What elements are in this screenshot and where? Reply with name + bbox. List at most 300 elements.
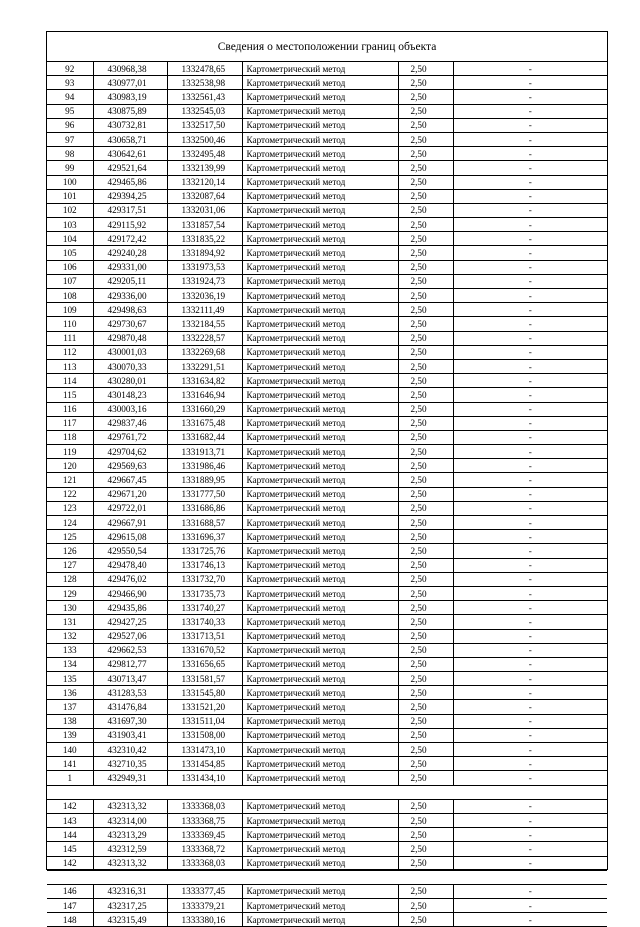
method-cell: Картометрический метод (242, 289, 398, 303)
x-coordinate-cell: 431697,30 (93, 714, 167, 728)
table-row (47, 572, 607, 586)
accuracy-cell: 2,50 (398, 686, 453, 700)
y-coordinate-cell: 1331454,85 (167, 757, 242, 771)
accuracy-cell: 2,50 (398, 303, 453, 317)
y-coordinate-cell: 1332111,49 (167, 303, 242, 317)
note-cell: - (453, 132, 607, 146)
x-coordinate-cell: 432314,00 (93, 813, 167, 827)
table-row (47, 331, 607, 345)
method-cell: Картометрический метод (242, 90, 398, 104)
accuracy-cell: 2,50 (398, 175, 453, 189)
y-coordinate-cell: 1331434,10 (167, 771, 242, 785)
table-row (47, 728, 607, 742)
accuracy-cell: 2,50 (398, 203, 453, 217)
note-cell: - (453, 686, 607, 700)
table-row (47, 530, 607, 544)
accuracy-cell: 2,50 (398, 445, 453, 459)
note-cell: - (453, 771, 607, 785)
y-coordinate-cell: 1331686,86 (167, 501, 242, 515)
x-coordinate-cell: 430280,01 (93, 374, 167, 388)
method-cell: Картометрический метод (242, 601, 398, 615)
y-coordinate-cell: 1331740,27 (167, 601, 242, 615)
accuracy-cell: 2,50 (398, 416, 453, 430)
note-cell: - (453, 445, 607, 459)
accuracy-cell: 2,50 (398, 317, 453, 331)
accuracy-cell: 2,50 (398, 147, 453, 161)
x-coordinate-cell: 432312,59 (93, 842, 167, 856)
method-cell: Картометрический метод (242, 345, 398, 359)
x-coordinate-cell: 429662,53 (93, 643, 167, 657)
point-number-cell: 110 (47, 317, 93, 331)
x-coordinate-cell: 430875,89 (93, 104, 167, 118)
point-number-cell: 124 (47, 516, 93, 530)
y-coordinate-cell: 1332139,99 (167, 161, 242, 175)
accuracy-cell: 2,50 (398, 487, 453, 501)
point-number-cell: 144 (47, 828, 93, 842)
point-number-cell: 121 (47, 473, 93, 487)
method-cell: Картометрический метод (242, 714, 398, 728)
table-row (47, 473, 607, 487)
y-coordinate-cell: 1333368,03 (167, 799, 242, 813)
note-cell: - (453, 274, 607, 288)
method-cell: Картометрический метод (242, 473, 398, 487)
note-cell: - (453, 643, 607, 657)
note-cell: - (453, 104, 607, 118)
y-coordinate-cell: 1333377,45 (167, 884, 242, 898)
x-coordinate-cell: 429812,77 (93, 657, 167, 671)
note-cell: - (453, 317, 607, 331)
table-row (47, 104, 607, 118)
method-cell: Картометрический метод (242, 700, 398, 714)
y-coordinate-cell: 1332500,46 (167, 132, 242, 146)
accuracy-cell: 2,50 (398, 913, 453, 927)
x-coordinate-cell: 430001,03 (93, 345, 167, 359)
method-cell: Картометрический метод (242, 402, 398, 416)
y-coordinate-cell: 1333368,75 (167, 813, 242, 827)
y-coordinate-cell: 1332087,64 (167, 189, 242, 203)
note-cell: - (453, 530, 607, 544)
x-coordinate-cell: 429115,92 (93, 218, 167, 232)
accuracy-cell: 2,50 (398, 459, 453, 473)
method-cell: Картометрический метод (242, 686, 398, 700)
note-cell: - (453, 501, 607, 515)
table-row (47, 771, 607, 785)
note-cell: - (453, 189, 607, 203)
note-cell: - (453, 672, 607, 686)
x-coordinate-cell: 429837,46 (93, 416, 167, 430)
x-coordinate-cell: 429240,28 (93, 246, 167, 260)
point-number-cell: 98 (47, 147, 93, 161)
table-title: Сведения о местоположении границ объекта (47, 32, 607, 62)
table-row (47, 317, 607, 331)
table-row (47, 118, 607, 132)
note-cell: - (453, 743, 607, 757)
point-number-cell: 102 (47, 203, 93, 217)
table-row (47, 289, 607, 303)
point-number-cell: 140 (47, 743, 93, 757)
table-row (47, 629, 607, 643)
table-row (47, 203, 607, 217)
y-coordinate-cell: 1331746,13 (167, 558, 242, 572)
point-number-cell: 105 (47, 246, 93, 260)
accuracy-cell: 2,50 (398, 189, 453, 203)
table-row (47, 445, 607, 459)
point-number-cell: 138 (47, 714, 93, 728)
x-coordinate-cell: 429205,11 (93, 274, 167, 288)
accuracy-cell: 2,50 (398, 700, 453, 714)
method-cell: Картометрический метод (242, 260, 398, 274)
y-coordinate-cell: 1331646,94 (167, 388, 242, 402)
point-number-cell: 130 (47, 601, 93, 615)
note-cell: - (453, 416, 607, 430)
accuracy-cell: 2,50 (398, 657, 453, 671)
point-number-cell: 114 (47, 374, 93, 388)
note-cell: - (453, 203, 607, 217)
note-cell: - (453, 331, 607, 345)
note-cell: - (453, 388, 607, 402)
method-cell: Картометрический метод (242, 246, 398, 260)
note-cell: - (453, 289, 607, 303)
table-row (47, 402, 607, 416)
point-number-cell: 106 (47, 260, 93, 274)
method-cell: Картометрический метод (242, 175, 398, 189)
accuracy-cell: 2,50 (398, 402, 453, 416)
y-coordinate-cell: 1331696,37 (167, 530, 242, 544)
accuracy-cell: 2,50 (398, 643, 453, 657)
x-coordinate-cell: 429704,62 (93, 445, 167, 459)
accuracy-cell: 2,50 (398, 516, 453, 530)
note-cell: - (453, 473, 607, 487)
note-cell: - (453, 303, 607, 317)
y-coordinate-cell: 1331973,53 (167, 260, 242, 274)
table-row (47, 132, 607, 146)
point-number-cell: 125 (47, 530, 93, 544)
method-cell: Картометрический метод (242, 331, 398, 345)
table-row (47, 586, 607, 600)
x-coordinate-cell: 429761,72 (93, 430, 167, 444)
table-row (47, 274, 607, 288)
point-number-cell: 126 (47, 544, 93, 558)
point-number-cell: 148 (47, 913, 93, 927)
x-coordinate-cell: 429317,51 (93, 203, 167, 217)
y-coordinate-cell: 1333379,21 (167, 899, 242, 913)
y-coordinate-cell: 1331682,44 (167, 430, 242, 444)
point-number-cell: 94 (47, 90, 93, 104)
y-coordinate-cell: 1331740,33 (167, 615, 242, 629)
note-cell: - (453, 799, 607, 813)
table-row (47, 501, 607, 515)
note-cell: - (453, 813, 607, 827)
method-cell: Картометрический метод (242, 813, 398, 827)
table-row (47, 601, 607, 615)
accuracy-cell: 2,50 (398, 161, 453, 175)
note-cell: - (453, 657, 607, 671)
table-row (47, 615, 607, 629)
x-coordinate-cell: 429476,02 (93, 572, 167, 586)
method-cell: Картометрический метод (242, 430, 398, 444)
y-coordinate-cell: 1331894,92 (167, 246, 242, 260)
accuracy-cell: 2,50 (398, 104, 453, 118)
table-row (47, 899, 607, 913)
point-number-cell: 118 (47, 430, 93, 444)
x-coordinate-cell: 432710,35 (93, 757, 167, 771)
x-coordinate-cell: 432313,29 (93, 828, 167, 842)
table-row (47, 388, 607, 402)
point-number-cell: 129 (47, 586, 93, 600)
y-coordinate-cell: 1331634,82 (167, 374, 242, 388)
method-cell: Картометрический метод (242, 657, 398, 671)
accuracy-cell: 2,50 (398, 572, 453, 586)
accuracy-cell: 2,50 (398, 331, 453, 345)
table-row (47, 813, 607, 827)
boundary-table (47, 62, 607, 927)
method-cell: Картометрический метод (242, 317, 398, 331)
accuracy-cell: 2,50 (398, 743, 453, 757)
method-cell: Картометрический метод (242, 672, 398, 686)
note-cell: - (453, 402, 607, 416)
method-cell: Картометрический метод (242, 530, 398, 544)
note-cell: - (453, 601, 607, 615)
x-coordinate-cell: 429465,86 (93, 175, 167, 189)
table-row (47, 757, 607, 771)
table-row (47, 842, 607, 856)
y-coordinate-cell: 1331675,48 (167, 416, 242, 430)
accuracy-cell: 2,50 (398, 359, 453, 373)
y-coordinate-cell: 1331581,57 (167, 672, 242, 686)
note-cell: - (453, 218, 607, 232)
point-number-cell: 133 (47, 643, 93, 657)
accuracy-cell: 2,50 (398, 530, 453, 544)
accuracy-cell: 2,50 (398, 118, 453, 132)
method-cell: Картометрический метод (242, 771, 398, 785)
method-cell: Картометрический метод (242, 828, 398, 842)
method-cell: Картометрический метод (242, 913, 398, 927)
x-coordinate-cell: 431476,84 (93, 700, 167, 714)
x-coordinate-cell: 431283,53 (93, 686, 167, 700)
y-coordinate-cell: 1331508,00 (167, 728, 242, 742)
method-cell: Картометрический метод (242, 757, 398, 771)
method-cell: Картометрический метод (242, 487, 398, 501)
y-coordinate-cell: 1331924,73 (167, 274, 242, 288)
point-number-cell: 143 (47, 813, 93, 827)
method-cell: Картометрический метод (242, 459, 398, 473)
note-cell: - (453, 175, 607, 189)
accuracy-cell: 2,50 (398, 90, 453, 104)
x-coordinate-cell: 430968,38 (93, 62, 167, 76)
y-coordinate-cell: 1331986,46 (167, 459, 242, 473)
table-row (47, 828, 607, 842)
note-cell: - (453, 842, 607, 856)
y-coordinate-cell: 1332517,50 (167, 118, 242, 132)
accuracy-cell: 2,50 (398, 629, 453, 643)
table-row (47, 856, 607, 870)
x-coordinate-cell: 432315,49 (93, 913, 167, 927)
accuracy-cell: 2,50 (398, 232, 453, 246)
x-coordinate-cell: 429722,01 (93, 501, 167, 515)
y-coordinate-cell: 1331656,65 (167, 657, 242, 671)
note-cell: - (453, 757, 607, 771)
point-number-cell: 147 (47, 899, 93, 913)
point-number-cell: 128 (47, 572, 93, 586)
table-row (47, 459, 607, 473)
method-cell: Картометрический метод (242, 544, 398, 558)
y-coordinate-cell: 1333368,03 (167, 856, 242, 870)
x-coordinate-cell: 429478,40 (93, 558, 167, 572)
note-cell: - (453, 90, 607, 104)
accuracy-cell: 2,50 (398, 388, 453, 402)
x-coordinate-cell: 432313,32 (93, 856, 167, 870)
method-cell: Картометрический метод (242, 218, 398, 232)
y-coordinate-cell: 1331725,76 (167, 544, 242, 558)
x-coordinate-cell: 429435,86 (93, 601, 167, 615)
y-coordinate-cell: 1332561,43 (167, 90, 242, 104)
table-row (47, 189, 607, 203)
table-row (47, 672, 607, 686)
point-number-cell: 113 (47, 359, 93, 373)
method-cell: Картометрический метод (242, 274, 398, 288)
group-separator-row (47, 785, 607, 799)
y-coordinate-cell: 1331835,22 (167, 232, 242, 246)
method-cell: Картометрический метод (242, 303, 398, 317)
y-coordinate-cell: 1332269,68 (167, 345, 242, 359)
accuracy-cell: 2,50 (398, 218, 453, 232)
table-row (47, 714, 607, 728)
x-coordinate-cell: 429336,00 (93, 289, 167, 303)
note-cell: - (453, 913, 607, 927)
note-cell: - (453, 147, 607, 161)
table-row (47, 416, 607, 430)
table-row (47, 303, 607, 317)
method-cell: Картометрический метод (242, 132, 398, 146)
method-cell: Картометрический метод (242, 899, 398, 913)
x-coordinate-cell: 429615,08 (93, 530, 167, 544)
accuracy-cell: 2,50 (398, 771, 453, 785)
accuracy-cell: 2,50 (398, 728, 453, 742)
note-cell: - (453, 76, 607, 90)
y-coordinate-cell: 1331670,52 (167, 643, 242, 657)
method-cell: Картометрический метод (242, 118, 398, 132)
x-coordinate-cell: 429427,25 (93, 615, 167, 629)
x-coordinate-cell: 430003,16 (93, 402, 167, 416)
accuracy-cell: 2,50 (398, 345, 453, 359)
accuracy-cell: 2,50 (398, 828, 453, 842)
method-cell: Картометрический метод (242, 161, 398, 175)
y-coordinate-cell: 1331473,10 (167, 743, 242, 757)
group-separator-row (47, 870, 607, 884)
table-row (47, 345, 607, 359)
note-cell: - (453, 544, 607, 558)
method-cell: Картометрический метод (242, 232, 398, 246)
method-cell: Картометрический метод (242, 501, 398, 515)
method-cell: Картометрический метод (242, 374, 398, 388)
x-coordinate-cell: 429667,45 (93, 473, 167, 487)
point-number-cell: 99 (47, 161, 93, 175)
y-coordinate-cell: 1331889,95 (167, 473, 242, 487)
note-cell: - (453, 260, 607, 274)
x-coordinate-cell: 429730,67 (93, 317, 167, 331)
note-cell: - (453, 118, 607, 132)
note-cell: - (453, 459, 607, 473)
accuracy-cell: 2,50 (398, 430, 453, 444)
method-cell: Картометрический метод (242, 842, 398, 856)
y-coordinate-cell: 1331688,57 (167, 516, 242, 530)
accuracy-cell: 2,50 (398, 260, 453, 274)
x-coordinate-cell: 429331,00 (93, 260, 167, 274)
accuracy-cell: 2,50 (398, 544, 453, 558)
x-coordinate-cell: 429466,90 (93, 586, 167, 600)
method-cell: Картометрический метод (242, 572, 398, 586)
method-cell: Картометрический метод (242, 76, 398, 90)
accuracy-cell: 2,50 (398, 374, 453, 388)
y-coordinate-cell: 1331777,50 (167, 487, 242, 501)
table-row (47, 161, 607, 175)
table-row (47, 884, 607, 898)
accuracy-cell: 2,50 (398, 714, 453, 728)
accuracy-cell: 2,50 (398, 473, 453, 487)
point-number-cell: 92 (47, 62, 93, 76)
method-cell: Картометрический метод (242, 388, 398, 402)
point-number-cell: 137 (47, 700, 93, 714)
note-cell: - (453, 629, 607, 643)
y-coordinate-cell: 1332291,51 (167, 359, 242, 373)
accuracy-cell: 2,50 (398, 672, 453, 686)
note-cell: - (453, 899, 607, 913)
point-number-cell: 93 (47, 76, 93, 90)
method-cell: Картометрический метод (242, 189, 398, 203)
accuracy-cell: 2,50 (398, 601, 453, 615)
x-coordinate-cell: 432949,31 (93, 771, 167, 785)
table-row (47, 799, 607, 813)
x-coordinate-cell: 429667,91 (93, 516, 167, 530)
accuracy-cell: 2,50 (398, 501, 453, 515)
x-coordinate-cell: 430977,01 (93, 76, 167, 90)
accuracy-cell: 2,50 (398, 799, 453, 813)
accuracy-cell: 2,50 (398, 76, 453, 90)
note-cell: - (453, 246, 607, 260)
method-cell: Картометрический метод (242, 416, 398, 430)
y-coordinate-cell: 1332545,03 (167, 104, 242, 118)
x-coordinate-cell: 430732,81 (93, 118, 167, 132)
x-coordinate-cell: 430658,71 (93, 132, 167, 146)
table-row (47, 232, 607, 246)
point-number-cell: 95 (47, 104, 93, 118)
x-coordinate-cell: 432317,25 (93, 899, 167, 913)
table-row (47, 544, 607, 558)
table-row (47, 686, 607, 700)
x-coordinate-cell: 432316,31 (93, 884, 167, 898)
x-coordinate-cell: 429172,42 (93, 232, 167, 246)
table-row (47, 62, 607, 76)
point-number-cell: 135 (47, 672, 93, 686)
point-number-cell: 127 (47, 558, 93, 572)
x-coordinate-cell: 429671,20 (93, 487, 167, 501)
point-number-cell: 97 (47, 132, 93, 146)
table-row (47, 743, 607, 757)
note-cell: - (453, 828, 607, 842)
table-row (47, 76, 607, 90)
method-cell: Картометрический метод (242, 62, 398, 76)
y-coordinate-cell: 1332184,55 (167, 317, 242, 331)
y-coordinate-cell: 1331511,04 (167, 714, 242, 728)
point-number-cell: 141 (47, 757, 93, 771)
accuracy-cell: 2,50 (398, 842, 453, 856)
table-row (47, 657, 607, 671)
method-cell: Картометрический метод (242, 104, 398, 118)
y-coordinate-cell: 1332031,06 (167, 203, 242, 217)
x-coordinate-cell: 429394,25 (93, 189, 167, 203)
note-cell: - (453, 700, 607, 714)
y-coordinate-cell: 1331735,73 (167, 586, 242, 600)
